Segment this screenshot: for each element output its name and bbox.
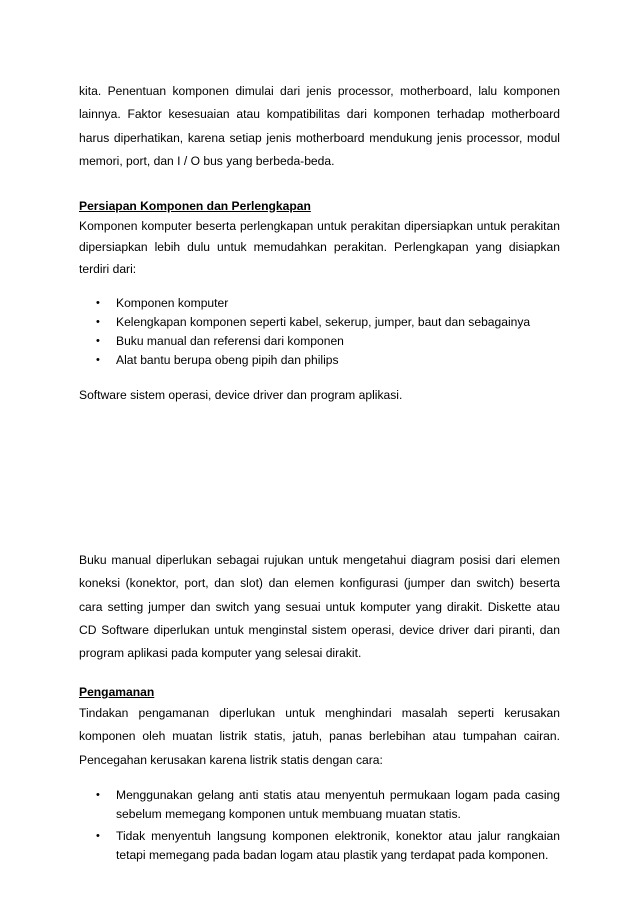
list-item: • Alat bantu berupa obeng pipih dan philips xyxy=(79,351,560,370)
equipment-list xyxy=(79,294,560,369)
bullet-icon: • xyxy=(96,788,100,801)
bullet-icon: • xyxy=(96,334,100,347)
closing-paragraph: Software sistem operasi, device driver dan program aplikasi. xyxy=(79,388,403,403)
section-body-persiapan: Komponen komputer beserta perlengkapan untuk perakitan dipersiapkan untuk perakitan dipersiapkan lebih dulu untuk memudahkan perakitan. Perlengkapan yang disiapkan terdiri dari: xyxy=(79,218,560,276)
bullet-icon: • xyxy=(96,353,100,366)
bullet-icon: • xyxy=(96,829,100,842)
intro-paragraph: kita. Penentuan komponen dimulai dari jenis processor, motherboard, lalu komponen lainnya. Faktor kesesuaian atau kompatibilitas dari komponen terhadap motherboard harus diperhatikan, karena setiap jenis motherboard mendukung jenis processor, modul memori, port, dan I / O bus yang berbeda-beda. xyxy=(79,84,560,169)
safety-list xyxy=(79,786,560,865)
list-item: • Tidak menyentuh langsung komponen elektronik, konektor atau jalur rangkaian tetapi memegang pada badan logam atau plastik yang terdapat pada komponen. xyxy=(96,828,560,862)
section-heading-pengamanan: Pengamanan xyxy=(79,684,155,699)
section-body-pengamanan: Tindakan pengamanan diperlukan untuk menghindari masalah seperti kerusakan komponen oleh muatan listrik statis, jatuh, panas berlebihan atau tumpahan cairan. Pencegahan kerusakan karena listrik statis dengan cara: xyxy=(79,705,560,767)
list-item: • Menggunakan gelang anti statis atau menyentuh permukaan logam pada casing sebelum memegang komponen untuk membuang muatan statis. xyxy=(96,787,560,821)
bullet-icon: • xyxy=(96,297,100,310)
document-page xyxy=(79,80,560,865)
bullet-icon: • xyxy=(96,315,100,328)
blank-space xyxy=(79,408,560,549)
manual-paragraph: Buku manual diperlukan sebagai rujukan untuk mengetahui diagram posisi dari elemen koneksi (konektor, port, dan slot) dan elemen konfigurasi (jumper dan switch) beserta cara setting jumper dan switch yang sesuai untuk komputer yang dirakit. Diskette atau CD Software diperlukan untuk menginstal sistem operasi, device driver dari piranti, dan program aplikasi pada komputer yang selesai dirakit. xyxy=(79,552,560,661)
list-item: • Buku manual dan referensi dari komponen xyxy=(79,332,560,351)
list-item: • Kelengkapan komponen seperti kabel, sekerup, jumper, baut dan sebagainya xyxy=(79,313,560,332)
section-heading-persiapan: Persiapan Komponen dan Perlengkapan xyxy=(79,198,311,213)
list-item: • Komponen komputer xyxy=(79,294,560,313)
